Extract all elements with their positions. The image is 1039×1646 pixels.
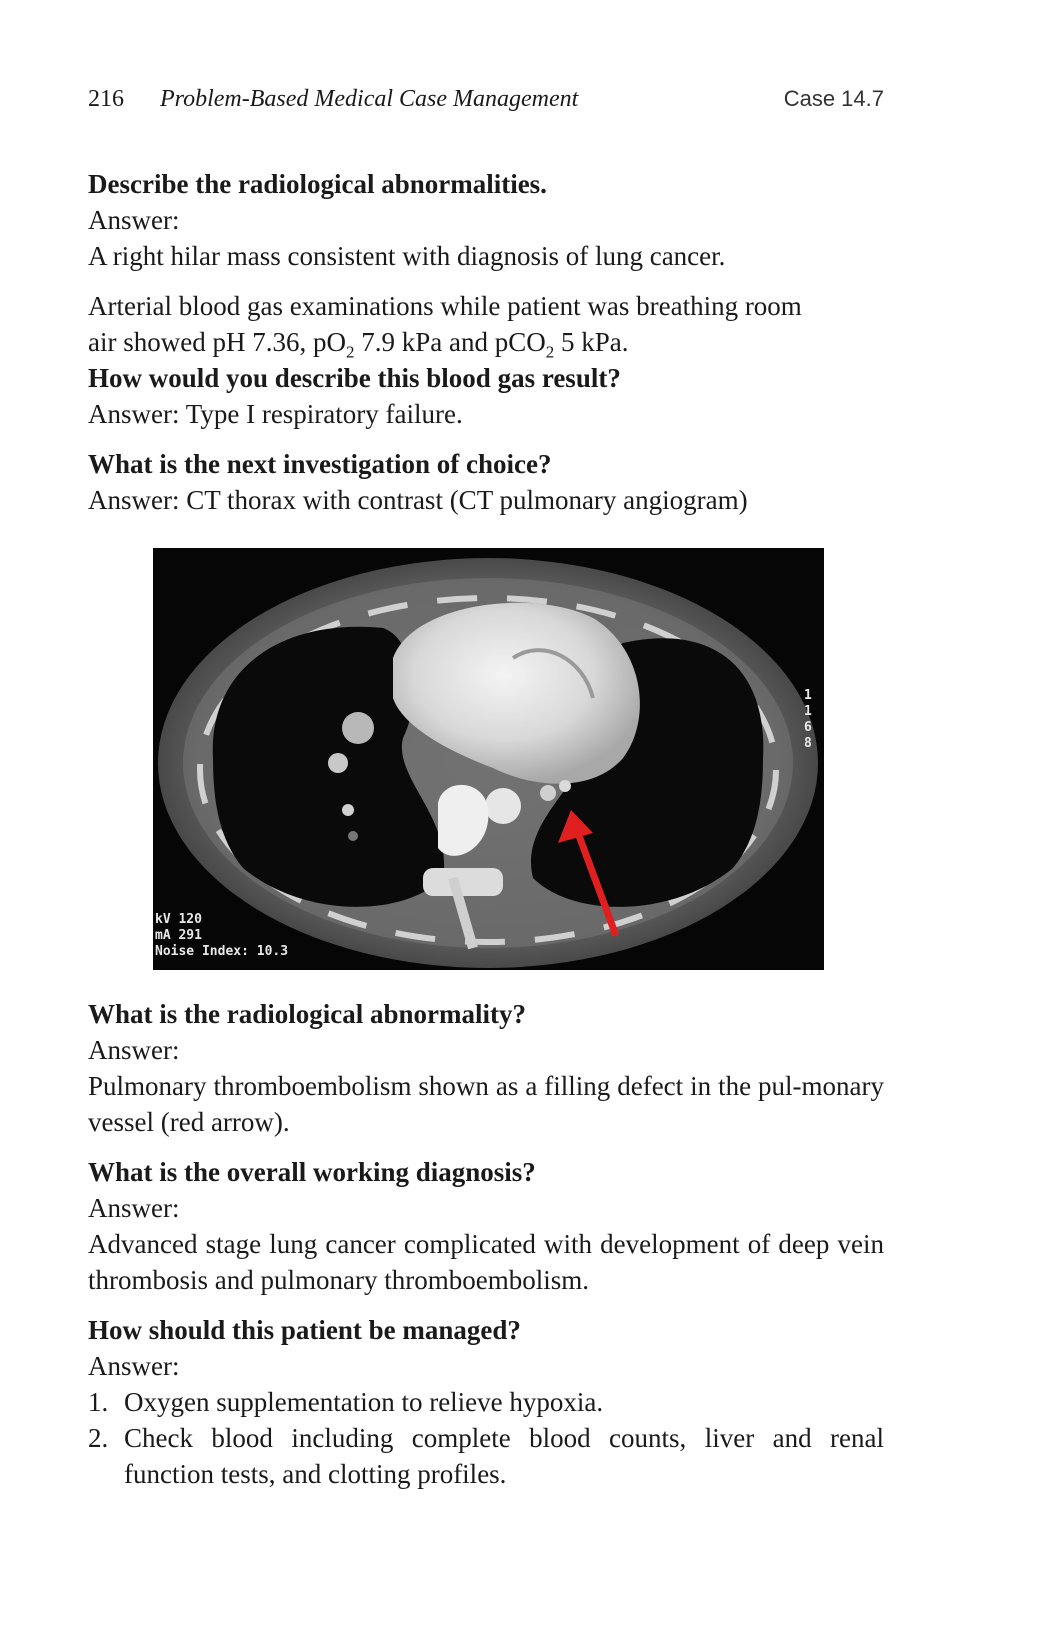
ct-overlay-params <box>155 912 288 960</box>
abg-text-a: air showed pH 7.36, pO <box>88 327 346 357</box>
answer-diagnosis: Advanced stage lung cancer complicated with development of deep vein thrombosis and pulmonary thromboembolism. <box>88 1229 884 1295</box>
ct-scan-image <box>153 548 824 970</box>
investigation-section <box>88 446 884 518</box>
abg-text-b: 7.9 kPa and pCO <box>354 327 546 357</box>
list-item-number: 1. <box>88 1387 109 1417</box>
book-title: Problem-Based Medical Case Management <box>160 86 579 112</box>
question-radiological: Describe the radiological abnormalities. <box>88 169 547 199</box>
running-header <box>88 86 884 122</box>
list-item-text: Check blood including complete blood counts, liver and renal function tests, and clotting profiles. <box>124 1423 884 1489</box>
list-item <box>88 1384 884 1420</box>
answer-label: Answer: <box>88 205 180 235</box>
radiological-section <box>88 166 884 274</box>
diagnosis-section <box>88 1154 884 1298</box>
page-content <box>88 166 884 1506</box>
ct-overlay-kv: kV 120 <box>155 912 202 927</box>
list-item-text: Oxygen supplementation to relieve hypoxia. <box>124 1387 604 1417</box>
list-item-number: 2. <box>88 1423 109 1453</box>
case-label: Case 14.7 <box>783 86 884 111</box>
answer-investigation: Answer: CT thorax with contrast (CT pulmonary angiogram) <box>88 485 748 515</box>
answer-radiological: A right hilar mass consistent with diagnosis of lung cancer. <box>88 241 726 271</box>
answer-abnormality: Pulmonary thromboembolism shown as a filling defect in the pul-monary vessel (red arrow). <box>88 1071 884 1137</box>
abnormality-section <box>88 996 884 1140</box>
abg-sub-2: 2 <box>545 342 555 362</box>
answer-label: Answer: <box>88 1351 180 1381</box>
management-steps <box>88 1384 884 1492</box>
abg-section <box>88 288 884 432</box>
question-investigation: What is the next investigation of choice? <box>88 449 552 479</box>
abg-sub-1: 2 <box>345 342 355 362</box>
management-section <box>88 1312 884 1492</box>
abg-text-line2 <box>88 324 884 360</box>
abg-text-c: 5 kPa. <box>554 327 629 357</box>
list-item <box>88 1420 884 1492</box>
abg-text-line1: Arterial blood gas examinations while patient was breathing room <box>88 291 802 321</box>
ct-scan-drawing <box>153 548 824 970</box>
question-abg: How would you describe this blood gas result? <box>88 363 621 393</box>
page-number: 216 <box>88 86 124 112</box>
answer-label: Answer: <box>88 1193 180 1223</box>
ct-overlay-ma: mA 291 <box>155 928 202 943</box>
ct-overlay-right: 1 168 <box>804 688 812 751</box>
answer-label: Answer: <box>88 1035 180 1065</box>
question-diagnosis: What is the overall working diagnosis? <box>88 1157 536 1187</box>
ct-overlay-noise: Noise Index: 10.3 <box>155 944 289 959</box>
answer-abg: Answer: Type I respiratory failure. <box>88 399 463 429</box>
question-management: How should this patient be managed? <box>88 1315 521 1345</box>
question-abnormality: What is the radiological abnormality? <box>88 999 526 1029</box>
